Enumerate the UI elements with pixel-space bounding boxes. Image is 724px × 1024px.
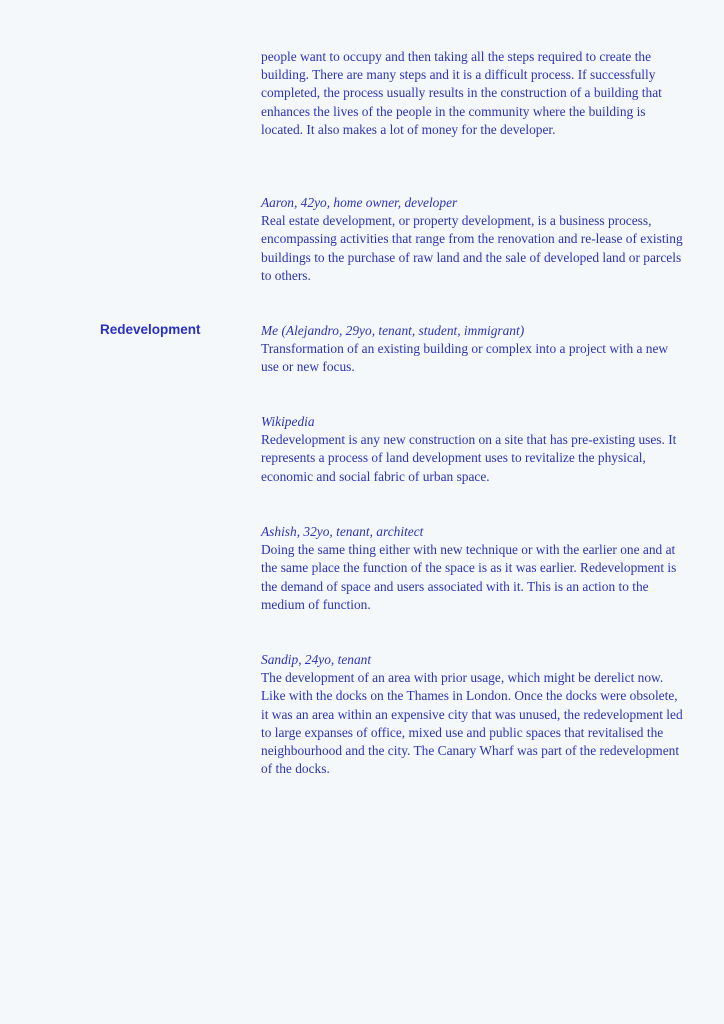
definition-aaron — [261, 194, 686, 285]
section-heading-redevelopment: Redevelopment — [100, 322, 201, 337]
definition-text-wikipedia: Redevelopment is any new construction on a site that has pre-existing uses. It represents a process of land development uses to revitalize the physical, economic and social fabric of urban space. — [261, 432, 677, 484]
definition-ashish — [261, 523, 686, 614]
attribution-ashish: Ashish, 32yo, tenant, architect — [261, 524, 424, 539]
attribution-sandip: Sandip, 24yo, tenant — [261, 652, 372, 667]
definition-text-sandip: The development of an area with prior usage, which might be derelict now. Like with the docks on the Thames in London. Once the docks were obsolete, it was an area within an expensive city that was unused, the redevelopment led to large expanses of office, mixed use and public spaces that revitalised the neighbourhood and the city. The Canary Wharf was part of the redevelopment of the docks. — [261, 670, 683, 777]
attribution-aaron: Aaron, 42yo, home owner, developer — [261, 195, 458, 210]
intro-paragraph — [261, 48, 686, 139]
attribution-me: Me (Alejandro, 29yo, tenant, student, immigrant) — [261, 323, 525, 338]
definition-text-ashish: Doing the same thing either with new technique or with the earlier one and at the same place the function of the space is as it was earlier. Redevelopment is the demand of space and users associated with it. This is an action to the medium of function. — [261, 542, 677, 612]
intro-text: people want to occupy and then taking all the steps required to create the building. There are many steps and it is a difficult process. If successfully completed, the process usually results in the construction of a building that enhances the lives of the people in the community where the building is located. It also makes a lot of money for the developer. — [261, 49, 662, 137]
definition-text-aaron: Real estate development, or property development, is a business process, encompassing activities that range from the renovation and re-lease of existing buildings to the purchase of raw land and the sale of developed land or parcels to others. — [261, 213, 683, 283]
definition-me — [261, 322, 686, 377]
attribution-wikipedia: Wikipedia — [261, 414, 315, 429]
definition-text-me: Transformation of an existing building or complex into a project with a new use or new focus. — [261, 341, 669, 375]
definition-sandip — [261, 651, 686, 778]
definition-wikipedia — [261, 413, 686, 486]
